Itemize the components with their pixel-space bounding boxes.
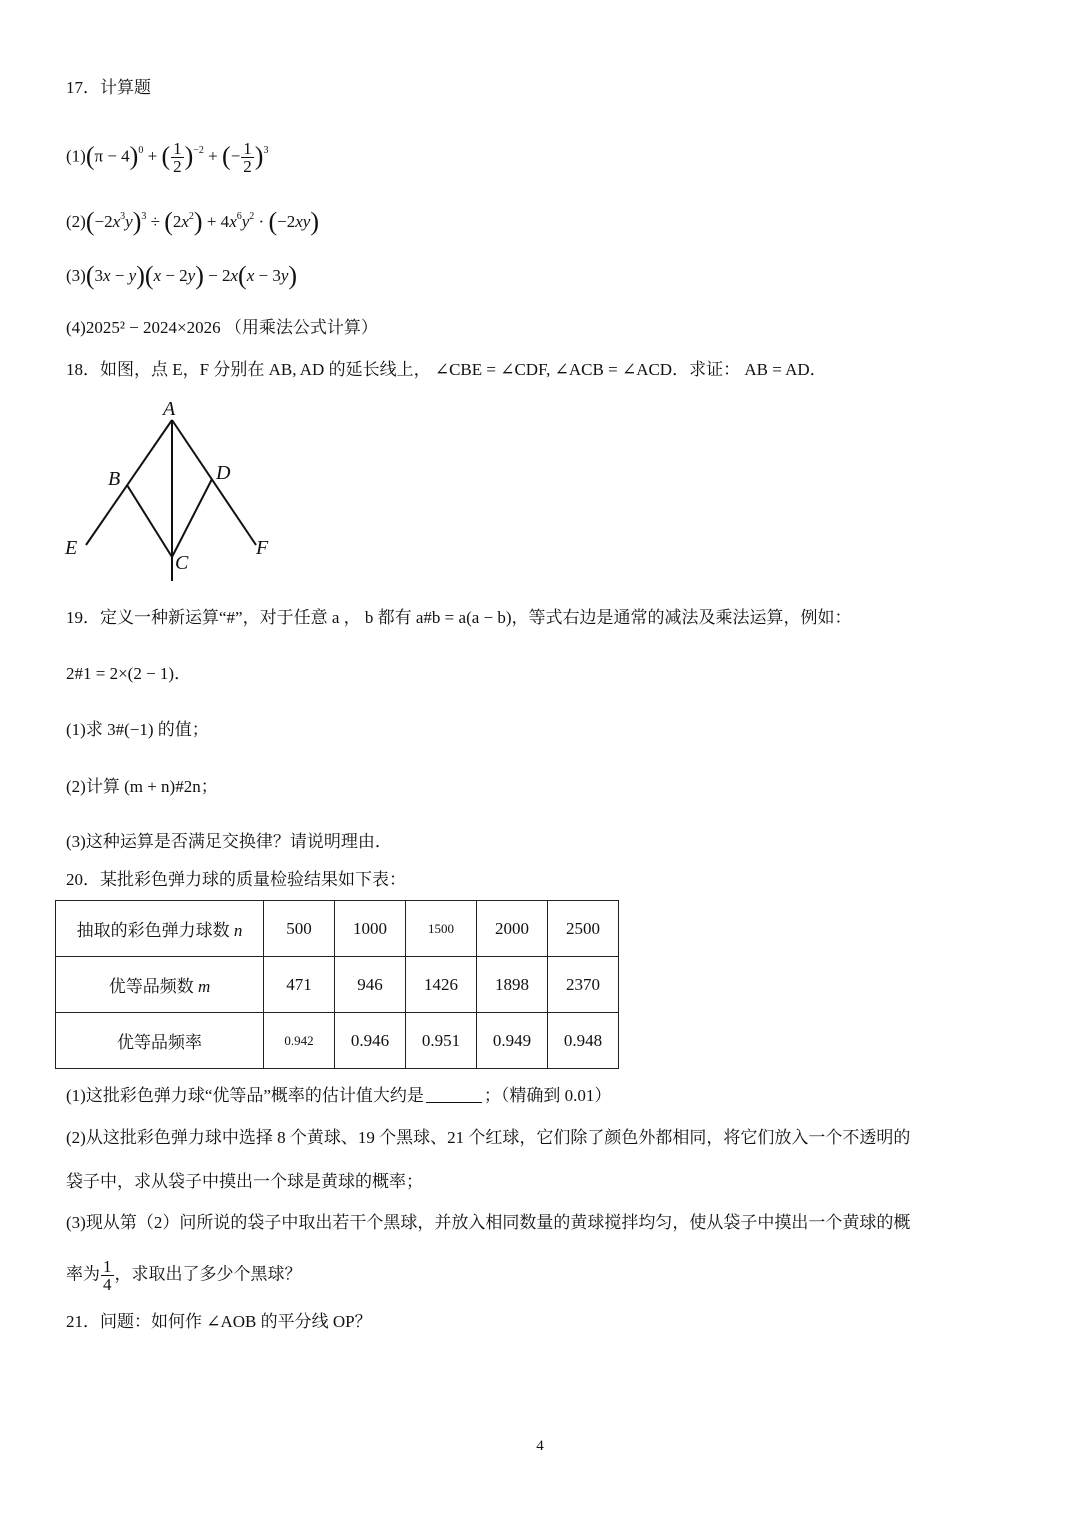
q17-part4-note: （用乘法公式计算） — [224, 318, 378, 337]
label-f: F — [256, 537, 269, 559]
q19-part2: (2)计算 (m + n)#2n； — [66, 777, 218, 796]
q19-part1: (1)求 3#(−1) 的值； — [66, 720, 209, 739]
segment-ae — [86, 420, 172, 545]
table-cell: 2500 — [548, 901, 619, 957]
table-cell: 946 — [335, 957, 406, 1013]
table-cell: 471 — [264, 957, 335, 1013]
q20-part1: (1)这批彩色弹力球“优等品”概率的估计值大约是 ；（精确到 0.01） — [66, 1086, 612, 1105]
segment-af — [172, 420, 256, 545]
label-c: C — [175, 552, 189, 574]
answer-blank — [426, 1086, 482, 1103]
q17-part1-label: (1) — [66, 146, 86, 166]
q20-part2-line1: (2)从这批彩色弹力球中选择 8 个黄球、19 个黑球、21 个红球，它们除了颜色外都相同，将它们放入一个不透明的 — [66, 1128, 911, 1147]
label-a: A — [163, 398, 176, 420]
table-cell: 1426 — [406, 957, 477, 1013]
table-cell: 2370 — [548, 957, 619, 1013]
q17-part4 — [66, 316, 378, 340]
q17-part4-expression: 2025² − 2024×2026 — [85, 318, 221, 337]
quality-table — [55, 900, 619, 1069]
row-header: 优等品频数 m — [56, 957, 264, 1013]
q20-part2-line2: 袋子中，求从袋子中摸出一个球是黄球的概率； — [66, 1172, 423, 1191]
q18-geometry-figure — [60, 395, 290, 585]
q17-part1: $(1)(\pi - 4)^0$ + ( $\frac{1}{2}$ )$^{-2}$ + (− $\frac{1}{2}$ )$^3$ — [66, 139, 269, 176]
q19-line1: 19．定义一种新运算“#”，对于任意 a ， b 都有 a#b = a(a − b)，等式右边是通常的减法及乘法运算，例如： — [66, 608, 852, 627]
q19-part3: (3)这种运算是否满足交换律？请说明理由． — [66, 832, 392, 851]
fraction-one-quarter: $\frac{1}{4}$ — [103, 1257, 112, 1294]
q20-part3-line2: 率为 $\frac{1}{4}$ ，求取出了多少个黑球？ — [66, 1257, 302, 1294]
segment-dc — [172, 479, 212, 557]
label-e: E — [65, 537, 78, 559]
q17-title: 17．计算题 — [66, 78, 151, 97]
q21-text: 21．问题：如何作 ∠AOB 的平分线 OP？ — [66, 1312, 372, 1331]
fraction-one-half: $\frac{1}{2}$ — [173, 139, 182, 176]
page-number: 4 — [536, 1438, 544, 1454]
table-row — [56, 901, 619, 957]
table-cell: 1500 — [406, 901, 477, 957]
table-cell: 1000 — [335, 901, 406, 957]
q17-part2: $(2)(-2x^3y)^3 \div (2x^2) + 4x^6y^2 \cdot (-2xy)$ — [66, 207, 319, 236]
row-header: 抽取的彩色弹力球数 n — [56, 901, 264, 957]
table-cell: 0.951 — [406, 1013, 477, 1069]
table-cell: 500 — [264, 901, 335, 957]
table-cell: 0.948 — [548, 1013, 619, 1069]
segment-bc — [127, 485, 172, 557]
label-b: B — [108, 468, 121, 490]
table-cell: 0.949 — [477, 1013, 548, 1069]
table-cell: 0.942 — [264, 1013, 335, 1069]
table-row — [56, 1013, 619, 1069]
q17-part2-label: (2) — [66, 212, 86, 231]
fraction-one-half-neg: $\frac{1}{2}$ — [243, 139, 252, 176]
q17-part4-label: (4) — [66, 318, 86, 337]
q17-part3: (3)(3x − y)(x − 2y) − 2x(x − 3y) — [66, 261, 298, 290]
q18-text: 18．如图，点 E，F 分别在 AB, AD 的延长线上， ∠CBE = ∠CDF, ∠ACB = ∠ACD．求证： AB = AD． — [66, 360, 827, 379]
table-cell: 1898 — [477, 957, 548, 1013]
label-d: D — [216, 462, 231, 484]
q20-intro: 20．某批彩色弹力球的质量检验结果如下表： — [66, 870, 406, 889]
q19-line2: 2#1 = 2×(2 − 1)． — [66, 664, 192, 683]
q17-part3-label: (3) — [66, 266, 86, 285]
q20-part3-line1: (3)现从第（2）问所说的袋子中取出若干个黑球，并放入相同数量的黄球搅拌均匀，使从袋子中摸出一个黄球的概 — [66, 1213, 911, 1232]
table-cell: 2000 — [477, 901, 548, 957]
table-row — [56, 957, 619, 1013]
table-cell: 0.946 — [335, 1013, 406, 1069]
row-header: 优等品频率 — [56, 1013, 264, 1069]
